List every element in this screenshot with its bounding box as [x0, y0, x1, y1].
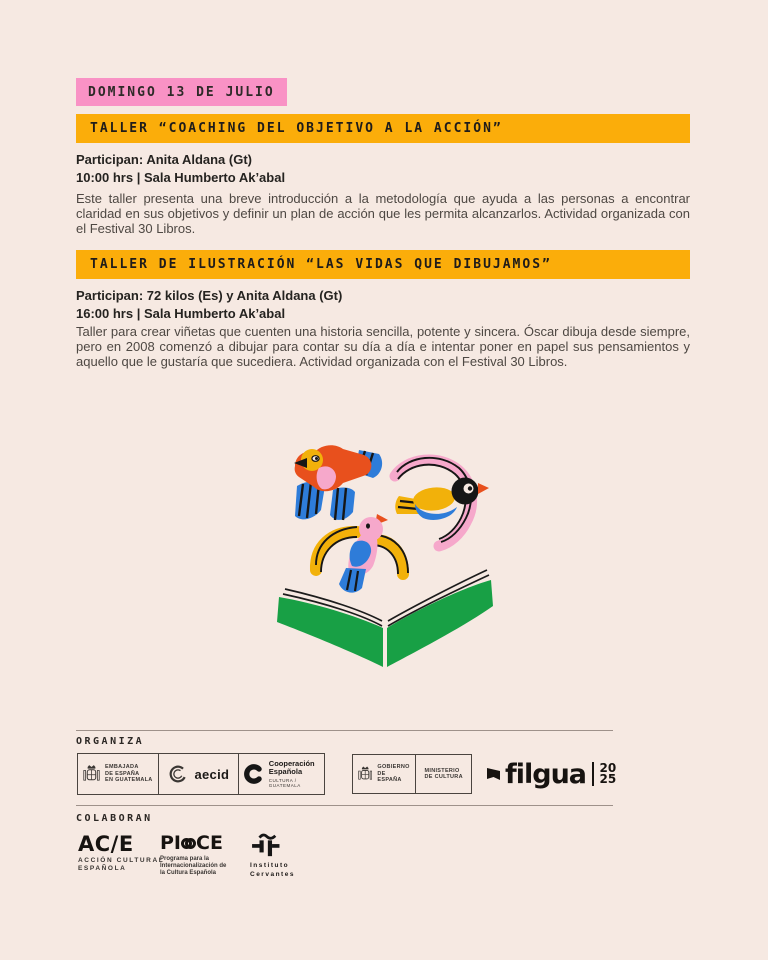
organiza-logo-box-spain: [77, 753, 325, 795]
event1-title: TALLER “COACHING DEL OBJETIVO A LA ACCIÓN”: [90, 121, 503, 136]
picce-ring-icon: [185, 838, 196, 849]
aecid-logo: [159, 754, 239, 794]
embajada-logo: [78, 754, 158, 794]
filgua-divider: [592, 762, 594, 786]
ministerio-line1: MINISTERIO: [424, 767, 460, 774]
cooperacion-line1: Cooperación: [268, 758, 315, 768]
instituto-cervantes-logo: [250, 832, 295, 879]
picce-line3: la Cultura Española: [160, 870, 217, 876]
organiza-label: ORGANIZA: [76, 736, 145, 747]
picce-line1: Programa para la: [160, 856, 210, 862]
date-badge: [76, 78, 287, 106]
bird-orange-graphic: [294, 445, 382, 520]
cooperacion-c-icon: [244, 762, 264, 786]
event2-description: Taller para crear viñetas que cuenten una historia sencilla, potente y sincera. Óscar dibuja desde siempre, pero en 2008 comenzó a dibujar para contar su día a día e intentar poner en papel sus pensamientos y aquello que le gustaría que sucediera. Actividad organizada con el Festival 30 Libros.: [76, 324, 690, 369]
event1-participants: Participan: Anita Aldana (Gt): [76, 152, 252, 167]
picce-mark-right: CE: [196, 832, 223, 854]
cervantes-line2: Cervantes: [250, 870, 295, 878]
open-book-graphic: [277, 570, 493, 667]
cooperacion-sub: CULTURA / GUATEMALA: [268, 778, 301, 789]
spain-crest-icon: [83, 763, 100, 785]
cooperacion-line2: Española: [268, 767, 303, 777]
picce-line2: Internacionalización de: [160, 863, 227, 869]
filgua-wordmark: filgua: [505, 758, 587, 790]
gobierno-line2: DE ESPAÑA: [377, 770, 402, 784]
gobierno-line1: GOBIERNO: [377, 764, 410, 771]
ace-line2: ESPAÑOLA: [78, 865, 127, 872]
embajada-line1: EMBAJADA: [105, 764, 139, 771]
event1-description: Este taller presenta una breve introducción a la metodología que ayuda a las personas a encontrar claridad en sus objetivos y definir un plan de acción que les permita alcanzarlos. Actividad organizada con el Festival 30 Libros.: [76, 191, 690, 236]
filgua-logo: [487, 755, 616, 793]
event1-title-bar: [76, 114, 690, 143]
ace-line1: ACCIÓN CULTURAL: [78, 857, 165, 864]
picce-mark-left: PI: [160, 832, 181, 854]
ace-logo: [78, 834, 164, 873]
colaboran-label: COLABORAN: [76, 813, 153, 824]
embajada-line3: EN GUATEMALA: [105, 777, 153, 784]
gobierno-logo: [353, 755, 415, 793]
cooperacion-logo: [239, 754, 324, 794]
bird-pink-graphic: [316, 514, 408, 593]
cervantes-enye-icon: [250, 832, 282, 858]
filgua-year-top: 20: [599, 761, 617, 775]
organiza-logo-box-gobierno: [352, 754, 472, 794]
event1-info: [76, 151, 285, 187]
aecid-label: aecid: [194, 766, 230, 782]
event2-info: [76, 287, 342, 323]
date-label: DOMINGO 13 DE JULIO: [88, 84, 275, 100]
colaboran-divider: [76, 805, 613, 806]
ace-wordmark: AC/E: [78, 832, 134, 856]
birds-over-book-illustration: [268, 430, 502, 670]
picce-logo: [160, 834, 226, 877]
event2-title: TALLER DE ILUSTRACIÓN “LAS VIDAS QUE DIBUJAMOS”: [90, 257, 552, 272]
cervantes-line1: Instituto: [250, 862, 290, 869]
event2-time-room: 16:00 hrs | Sala Humberto Ak’abal: [76, 306, 286, 321]
organiza-divider: [76, 730, 613, 731]
bird-black-head-graphic: [395, 458, 489, 546]
spain-crest-icon: [358, 764, 372, 784]
event2-title-bar: [76, 250, 690, 279]
filgua-book-icon: [487, 767, 501, 781]
filgua-year-bottom: 25: [599, 772, 617, 786]
embajada-line2: DE ESPAÑA: [105, 770, 140, 777]
event1-time-room: 10:00 hrs | Sala Humberto Ak’abal: [76, 170, 286, 185]
ministerio-logo: [416, 755, 471, 793]
event2-participants: Participan: 72 kilos (Es) y Anita Aldana (Gt): [76, 288, 343, 303]
aecid-ring-icon: [167, 763, 189, 785]
ministerio-line2: DE CULTURA: [424, 774, 463, 780]
